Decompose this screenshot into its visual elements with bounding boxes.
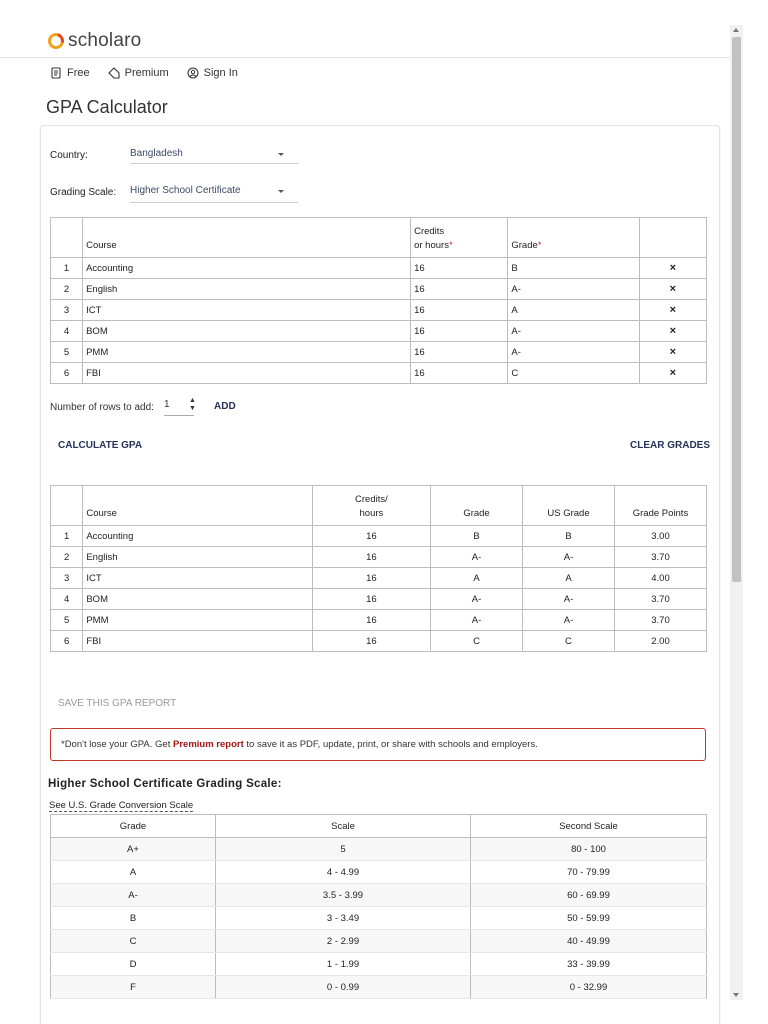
grade-points-cell: 3.70	[614, 589, 706, 610]
grade-points-cell: 3.70	[614, 547, 706, 568]
chevron-down-icon	[278, 153, 284, 156]
save-report-button[interactable]: SAVE THIS GPA REPORT	[58, 698, 177, 709]
credits-cell: 16	[312, 610, 430, 631]
us-grade-cell: A-	[523, 547, 615, 568]
table-row	[51, 342, 707, 363]
scroll-down-arrow-icon[interactable]	[733, 993, 739, 997]
col-second-scale: Second Scale	[471, 815, 707, 838]
col-credits-line1: Credits/	[355, 494, 388, 505]
grade-cell: A-	[51, 884, 216, 907]
scale-cell: 0 - 0.99	[216, 976, 471, 999]
table-row	[51, 861, 707, 884]
credits-cell: 16	[312, 589, 430, 610]
brand-name: scholaro	[68, 30, 142, 51]
rows-to-add-value: 1	[163, 399, 170, 410]
col-grade	[508, 218, 639, 258]
notice-text-before: *Don't lose your GPA. Get	[61, 739, 173, 750]
grade-input[interactable]: A-	[508, 321, 639, 342]
col-credits	[411, 218, 508, 258]
course-input-table	[50, 217, 707, 384]
nav-premium-label: Premium	[124, 67, 169, 79]
row-index: 6	[51, 631, 83, 652]
col-course	[83, 218, 411, 258]
col-grade-points-label: Grade Points	[632, 508, 689, 519]
chevron-down-icon	[278, 190, 284, 193]
remove-row-icon[interactable]: ×	[639, 279, 706, 300]
brand-logo[interactable]	[48, 28, 141, 54]
scale-cell: 3.5 - 3.99	[216, 884, 471, 907]
second-scale-cell: 80 - 100	[471, 838, 707, 861]
row-index: 2	[51, 279, 83, 300]
header-divider	[0, 57, 730, 58]
col-course-label: Course	[86, 240, 117, 251]
us-grade-cell: A-	[523, 610, 615, 631]
scale-cell: 2 - 2.99	[216, 930, 471, 953]
row-index: 4	[51, 589, 83, 610]
row-index: 1	[51, 258, 83, 279]
course-input[interactable]: PMM	[83, 342, 411, 363]
grade-input[interactable]: B	[508, 258, 639, 279]
row-index: 1	[51, 526, 83, 547]
credits-input[interactable]: 16	[411, 342, 508, 363]
remove-row-icon[interactable]: ×	[639, 363, 706, 384]
grading-scale-label: Grading Scale:	[50, 187, 117, 198]
credits-input[interactable]: 16	[411, 258, 508, 279]
us-grade-cell: A-	[523, 589, 615, 610]
remove-row-icon[interactable]: ×	[639, 342, 706, 363]
course-cell: BOM	[83, 589, 312, 610]
col-index	[51, 486, 83, 526]
clear-grades-button[interactable]: CLEAR GRADES	[630, 440, 711, 451]
grade-points-cell: 3.00	[614, 526, 706, 547]
row-index: 3	[51, 300, 83, 321]
second-scale-cell: 60 - 69.99	[471, 884, 707, 907]
table-row	[51, 631, 707, 652]
row-index: 3	[51, 568, 83, 589]
table-row	[51, 589, 707, 610]
required-mark: *	[448, 240, 453, 251]
doc-icon	[50, 67, 62, 79]
grading-scale-select[interactable]	[130, 183, 298, 203]
grade-points-cell: 3.70	[614, 610, 706, 631]
col-credits-line2: or hours	[414, 240, 449, 251]
calculate-gpa-button[interactable]: CALCULATE GPA	[58, 440, 143, 451]
col-grade: Grade	[51, 815, 216, 838]
col-grade-points	[614, 486, 706, 526]
grade-cell: B	[51, 907, 216, 930]
grade-cell: A	[51, 861, 216, 884]
course-cell: FBI	[83, 631, 312, 652]
top-nav	[50, 67, 238, 79]
col-grade	[431, 486, 523, 526]
table-row	[51, 884, 707, 907]
grade-cell: D	[51, 953, 216, 976]
remove-row-icon[interactable]: ×	[639, 321, 706, 342]
table-row	[51, 363, 707, 384]
vertical-scrollbar[interactable]	[730, 25, 743, 1000]
add-rows-button[interactable]: ADD	[214, 401, 236, 412]
notice-text-after: to save it as PDF, update, print, or share with schools and employers.	[243, 739, 538, 750]
rows-to-add-label: Number of rows to add:	[50, 402, 154, 413]
premium-notice	[50, 728, 706, 761]
table-row	[51, 976, 707, 999]
nav-premium[interactable]	[108, 67, 169, 79]
country-select[interactable]	[130, 146, 298, 164]
page-title: GPA Calculator	[46, 97, 168, 117]
grade-input[interactable]: C	[508, 363, 639, 384]
course-input[interactable]: FBI	[83, 363, 411, 384]
col-credits	[312, 486, 430, 526]
logo-mark-icon	[45, 30, 67, 52]
col-grade-label: Grade	[511, 240, 538, 251]
table-row	[51, 526, 707, 547]
us-conversion-link[interactable]: See U.S. Grade Conversion Scale	[49, 800, 194, 811]
nav-sign-in-label: Sign In	[203, 67, 238, 79]
remove-row-icon[interactable]: ×	[639, 258, 706, 279]
credits-input[interactable]: 16	[411, 279, 508, 300]
row-index: 4	[51, 321, 83, 342]
second-scale-cell: 0 - 32.99	[471, 976, 707, 999]
scale-cell: 1 - 1.99	[216, 953, 471, 976]
row-index: 6	[51, 363, 83, 384]
col-remove	[639, 218, 706, 258]
us-grade-cell: C	[523, 631, 615, 652]
table-row	[51, 568, 707, 589]
credits-cell: 16	[312, 526, 430, 547]
grade-points-cell: 2.00	[614, 631, 706, 652]
nav-free-label: Free	[67, 67, 90, 79]
scale-cell: 3 - 3.49	[216, 907, 471, 930]
col-course-label: Course	[86, 508, 117, 519]
credits-input[interactable]: 16	[411, 363, 508, 384]
grade-input[interactable]: A-	[508, 342, 639, 363]
table-row	[51, 930, 707, 953]
country-label: Country:	[50, 150, 88, 161]
gpa-results-table	[50, 485, 707, 652]
second-scale-cell: 50 - 59.99	[471, 907, 707, 930]
course-cell: Accounting	[83, 526, 312, 547]
credits-input[interactable]: 16	[411, 321, 508, 342]
col-us-grade	[523, 486, 615, 526]
table-row	[51, 300, 707, 321]
table-row	[51, 953, 707, 976]
grade-points-cell: 4.00	[614, 568, 706, 589]
course-input[interactable]: BOM	[83, 321, 411, 342]
country-value: Bangladesh	[130, 148, 183, 159]
course-input[interactable]: Accounting	[83, 258, 411, 279]
table-row	[51, 321, 707, 342]
credits-cell: 16	[312, 631, 430, 652]
us-grade-cell: B	[523, 526, 615, 547]
tag-icon	[108, 67, 120, 79]
grade-cell: C	[51, 930, 216, 953]
grade-cell: A-	[431, 547, 523, 568]
course-input[interactable]: ICT	[83, 300, 411, 321]
col-us-grade-label: US Grade	[547, 508, 590, 519]
stepper-arrows-icon[interactable]: ▲ ▼	[189, 397, 196, 412]
table-row	[51, 258, 707, 279]
second-scale-cell: 33 - 39.99	[471, 953, 707, 976]
grade-cell: C	[431, 631, 523, 652]
course-cell: PMM	[83, 610, 312, 631]
col-grade-label: Grade	[463, 508, 490, 519]
grading-scale-value: Higher School Certificate	[130, 185, 241, 196]
rows-to-add	[50, 399, 194, 416]
table-row	[51, 279, 707, 300]
scale-cell: 5	[216, 838, 471, 861]
row-index: 2	[51, 547, 83, 568]
table-row	[51, 838, 707, 861]
credits-cell: 16	[312, 568, 430, 589]
required-mark: *	[537, 240, 542, 251]
remove-row-icon[interactable]: ×	[639, 300, 706, 321]
credits-cell: 16	[312, 547, 430, 568]
rows-to-add-stepper[interactable]	[164, 399, 194, 416]
table-row	[51, 907, 707, 930]
col-credits-line2: hours	[359, 508, 384, 519]
col-index	[51, 218, 83, 258]
grading-scale-heading: Higher School Certificate Grading Scale:	[48, 778, 282, 790]
scale-cell: 4 - 4.99	[216, 861, 471, 884]
row-index: 5	[51, 342, 83, 363]
scroll-up-arrow-icon[interactable]	[733, 28, 739, 32]
user-circle-icon	[187, 67, 199, 79]
grade-cell: A+	[51, 838, 216, 861]
grading-scale-table	[50, 814, 707, 999]
grade-input[interactable]: A	[508, 300, 639, 321]
table-row	[51, 610, 707, 631]
course-input[interactable]: English	[83, 279, 411, 300]
credits-input[interactable]: 16	[411, 300, 508, 321]
grade-cell: A	[431, 568, 523, 589]
us-grade-cell: A	[523, 568, 615, 589]
col-credits-line1: Credits	[414, 226, 445, 237]
second-scale-cell: 40 - 49.99	[471, 930, 707, 953]
course-cell: ICT	[83, 568, 312, 589]
row-index: 5	[51, 610, 83, 631]
course-cell: English	[83, 547, 312, 568]
grade-cell: F	[51, 976, 216, 999]
nav-sign-in[interactable]	[187, 67, 238, 79]
grade-input[interactable]: A-	[508, 279, 639, 300]
premium-report-link[interactable]: Premium report	[173, 739, 244, 750]
grade-cell: B	[431, 526, 523, 547]
nav-free[interactable]	[50, 67, 90, 79]
table-row	[51, 547, 707, 568]
scrollbar-thumb[interactable]	[732, 37, 741, 582]
grade-cell: A-	[431, 610, 523, 631]
col-scale: Scale	[216, 815, 471, 838]
grade-cell: A-	[431, 589, 523, 610]
col-course	[83, 486, 312, 526]
second-scale-cell: 70 - 79.99	[471, 861, 707, 884]
